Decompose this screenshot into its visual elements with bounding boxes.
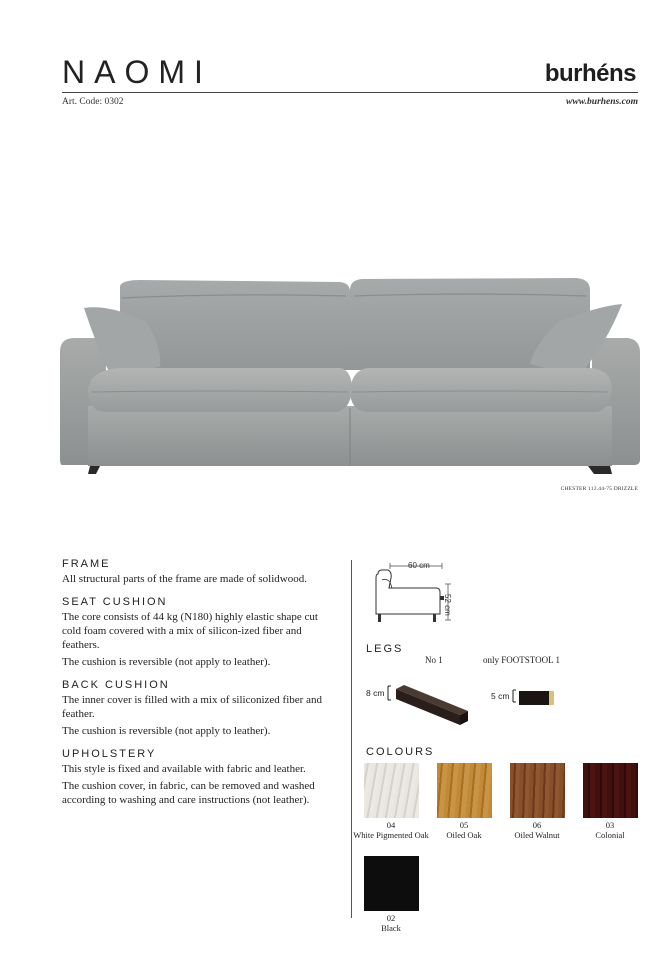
colour-label-white-pigmented-oak	[351, 820, 431, 840]
colour-label-oiled-walnut	[497, 820, 577, 840]
back-cushion-note: The cushion is reversible (not apply to leather).	[62, 725, 271, 737]
seat-cushion-text: The core consists of 44 kg (N180) highly elastic shape cut cold foam covered with a mix of silicon-ized fiber and feathers.	[62, 611, 318, 651]
colour-code: 04	[386, 820, 396, 830]
leg-option-1-label: No 1	[425, 655, 443, 665]
upholstery-heading: UPHOLSTERY	[62, 748, 157, 760]
frame-heading: FRAME	[62, 558, 111, 570]
colour-swatch-white-pigmented-oak[interactable]	[364, 763, 419, 818]
brand-logo: burhéns	[544, 60, 636, 87]
height-dimension: 52 cm	[443, 594, 452, 616]
sofa-photo	[50, 260, 650, 490]
colour-name: Oiled Walnut	[514, 830, 560, 840]
colour-label-colonial	[570, 820, 650, 840]
header-divider	[62, 92, 638, 93]
colour-name: White Pigmented Oak	[353, 830, 429, 840]
frame-text: All structural parts of the frame are made of solidwood.	[62, 573, 307, 585]
column-divider	[351, 560, 352, 918]
colour-label-black	[351, 913, 431, 933]
photo-caption: CHESTER 112.44-75 DRIZZLE	[560, 486, 638, 492]
leg-option-2-height: 5 cm	[491, 691, 510, 701]
seat-cushion-note: The cushion is reversible (not apply to leather).	[62, 656, 271, 668]
leg-option-1-height: 8 cm	[366, 688, 385, 698]
colour-code: 06	[532, 820, 542, 830]
colour-label-oiled-oak	[424, 820, 504, 840]
description-column	[62, 558, 337, 807]
colour-name: Black	[381, 923, 401, 933]
colour-code: 03	[605, 820, 615, 830]
back-cushion-heading: BACK CUSHION	[62, 679, 170, 691]
colour-code: 02	[386, 913, 396, 923]
colour-swatch-black[interactable]	[364, 856, 419, 911]
website-link[interactable]: www.burhens.com	[566, 97, 638, 107]
upholstery-care-text: The cushion cover, in fabric, can be removed and washed according to washing and care instructions (not leather).	[62, 780, 315, 806]
colour-swatch-oiled-oak[interactable]	[437, 763, 492, 818]
product-title: NAOMI	[62, 54, 212, 90]
colour-name: Colonial	[595, 830, 625, 840]
colour-swatch-colonial[interactable]	[583, 763, 638, 818]
colours-heading: COLOURS	[366, 746, 435, 758]
leg-option-2-image	[511, 688, 555, 708]
width-dimension: 60 cm	[408, 561, 430, 570]
upholstery-text: This style is fixed and available with fabric and leather.	[62, 763, 306, 775]
back-cushion-text: The inner cover is filled with a mix of siliconized fiber and feather.	[62, 694, 322, 720]
colour-code: 05	[459, 820, 469, 830]
leg-option-2-label: only FOOTSTOOL 1	[483, 655, 561, 665]
art-code: Art. Code: 0302	[62, 97, 124, 107]
colour-name: Oiled Oak	[446, 830, 482, 840]
leg-option-1-image	[386, 683, 468, 729]
legs-heading: LEGS	[366, 643, 404, 655]
seat-cushion-heading: SEAT CUSHION	[62, 596, 168, 608]
colour-swatch-oiled-walnut[interactable]	[510, 763, 565, 818]
